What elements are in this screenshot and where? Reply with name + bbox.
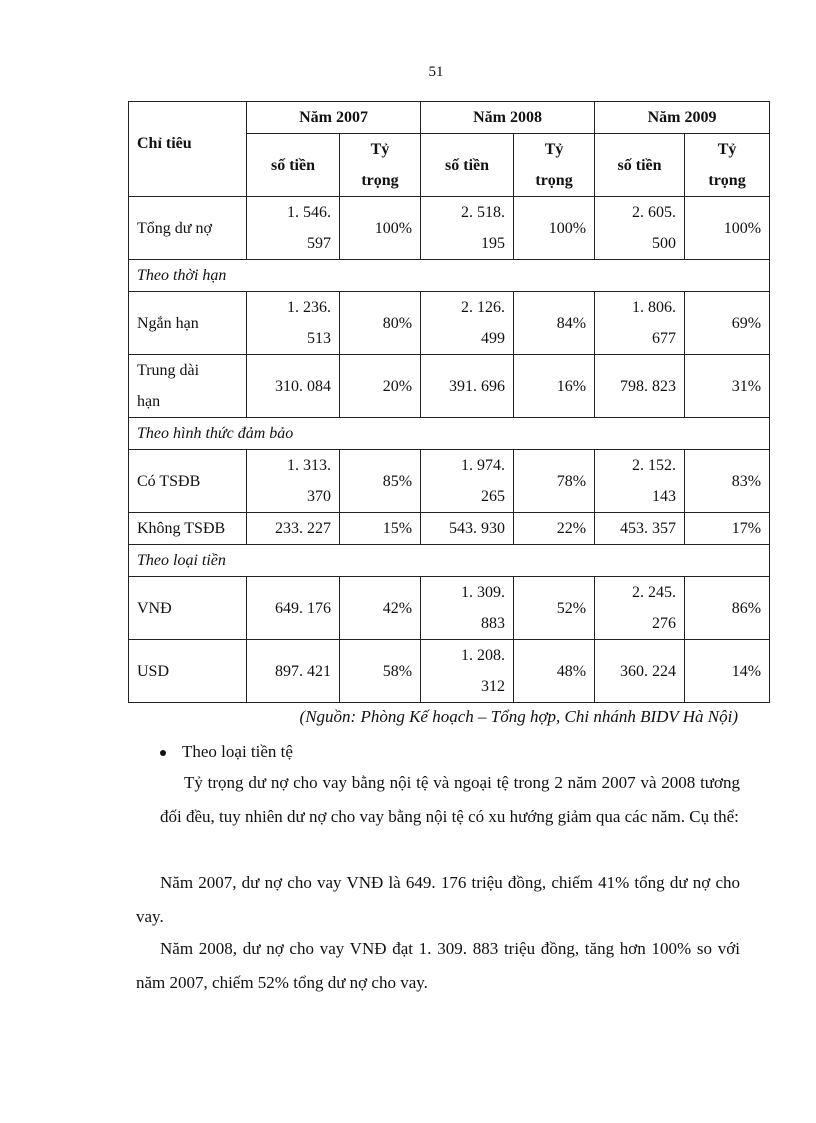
header-year-2007: Năm 2007	[247, 102, 421, 134]
header-indicator: Chỉ tiêu	[129, 102, 247, 197]
row-label: Trung dài hạn	[129, 355, 247, 418]
group-label: Theo loại tiền	[129, 545, 770, 577]
bullet-heading	[160, 742, 293, 762]
header-amount: số tiền	[421, 134, 514, 197]
ratio-cell: 17%	[685, 513, 770, 545]
amount-cell: 543. 930	[421, 513, 514, 545]
amount-cell: 2. 152. 143	[595, 450, 685, 513]
ratio-cell: 84%	[514, 292, 595, 355]
table-row-unsecured	[129, 513, 770, 545]
ratio-cell: 83%	[685, 450, 770, 513]
ratio-cell: 58%	[340, 640, 421, 703]
header-ratio: Tỷ trọng	[514, 134, 595, 197]
group-row-collateral	[129, 418, 770, 450]
amount-cell: 453. 357	[595, 513, 685, 545]
ratio-cell: 78%	[514, 450, 595, 513]
amount-cell: 1. 313. 370	[247, 450, 340, 513]
ratio-cell: 52%	[514, 577, 595, 640]
row-label: VNĐ	[129, 577, 247, 640]
ratio-cell: 31%	[685, 355, 770, 418]
ratio-cell: 42%	[340, 577, 421, 640]
amount-cell: 1. 546. 597	[247, 197, 340, 260]
ratio-cell: 100%	[685, 197, 770, 260]
amount-cell: 1. 974. 265	[421, 450, 514, 513]
amount-cell: 649. 176	[247, 577, 340, 640]
amount-cell: 391. 696	[421, 355, 514, 418]
header-ratio: Tỷ trọng	[685, 134, 770, 197]
ratio-cell: 16%	[514, 355, 595, 418]
ratio-cell: 69%	[685, 292, 770, 355]
amount-cell: 2. 518. 195	[421, 197, 514, 260]
ratio-cell: 80%	[340, 292, 421, 355]
table-row-total	[129, 197, 770, 260]
paragraph-3: Năm 2008, dư nợ cho vay VNĐ đạt 1. 309. 883 triệu đồng, tăng hơn 100% so với năm 2007, chiếm 52% tổng dư nợ cho vay.	[136, 939, 740, 992]
paragraph-1: Tỷ trọng dư nợ cho vay bằng nội tệ và ngoại tệ trong 2 năm 2007 và 2008 tương đối đều, tuy nhiên dư nợ cho vay bằng nội tệ có xu hướng giảm qua các năm. Cụ thể:	[160, 773, 740, 826]
amount-cell: 897. 421	[247, 640, 340, 703]
table-row-short	[129, 292, 770, 355]
ratio-cell: 100%	[514, 197, 595, 260]
amount-cell: 1. 208. 312	[421, 640, 514, 703]
amount-cell: 1. 806. 677	[595, 292, 685, 355]
table-row-usd	[129, 640, 770, 703]
header-year-2009: Năm 2009	[595, 102, 770, 134]
header-amount: số tiền	[595, 134, 685, 197]
row-label: USD	[129, 640, 247, 703]
ratio-cell: 85%	[340, 450, 421, 513]
table-row-vnd	[129, 577, 770, 640]
paragraph-2: Năm 2007, dư nợ cho vay VNĐ là 649. 176 triệu đồng, chiếm 41% tổng dư nợ cho vay.	[136, 873, 740, 926]
group-row-currency	[129, 545, 770, 577]
table-row-medium	[129, 355, 770, 418]
row-label: Không TSĐB	[129, 513, 247, 545]
amount-cell: 2. 605. 500	[595, 197, 685, 260]
amount-cell: 360. 224	[595, 640, 685, 703]
header-amount: số tiền	[247, 134, 340, 197]
ratio-cell: 14%	[685, 640, 770, 703]
row-label: Tổng dư nợ	[129, 197, 247, 260]
source-note: (Nguồn: Phòng Kế hoạch – Tổng hợp, Chi nhánh BIDV Hà Nội)	[299, 707, 738, 726]
table-header-row	[129, 102, 770, 134]
header-ratio: Tỷ trọng	[340, 134, 421, 197]
row-label: Có TSĐB	[129, 450, 247, 513]
amount-cell: 233. 227	[247, 513, 340, 545]
amount-cell: 2. 126. 499	[421, 292, 514, 355]
amount-cell: 798. 823	[595, 355, 685, 418]
group-label: Theo hình thức đảm bảo	[129, 418, 770, 450]
row-label: Ngắn hạn	[129, 292, 247, 355]
amount-cell: 1. 309. 883	[421, 577, 514, 640]
ratio-cell: 48%	[514, 640, 595, 703]
table-row-secured	[129, 450, 770, 513]
credit-structure-table	[128, 101, 770, 703]
amount-cell: 1. 236. 513	[247, 292, 340, 355]
ratio-cell: 100%	[340, 197, 421, 260]
bullet-text: Theo loại tiền tệ	[182, 742, 293, 761]
ratio-cell: 15%	[340, 513, 421, 545]
amount-cell: 2. 245. 276	[595, 577, 685, 640]
bullet-dot-icon	[160, 750, 166, 756]
ratio-cell: 22%	[514, 513, 595, 545]
group-row-term	[129, 260, 770, 292]
page-number: 51	[428, 64, 444, 80]
amount-cell: 310. 084	[247, 355, 340, 418]
header-year-2008: Năm 2008	[421, 102, 595, 134]
group-label: Theo thời hạn	[129, 260, 770, 292]
ratio-cell: 86%	[685, 577, 770, 640]
ratio-cell: 20%	[340, 355, 421, 418]
